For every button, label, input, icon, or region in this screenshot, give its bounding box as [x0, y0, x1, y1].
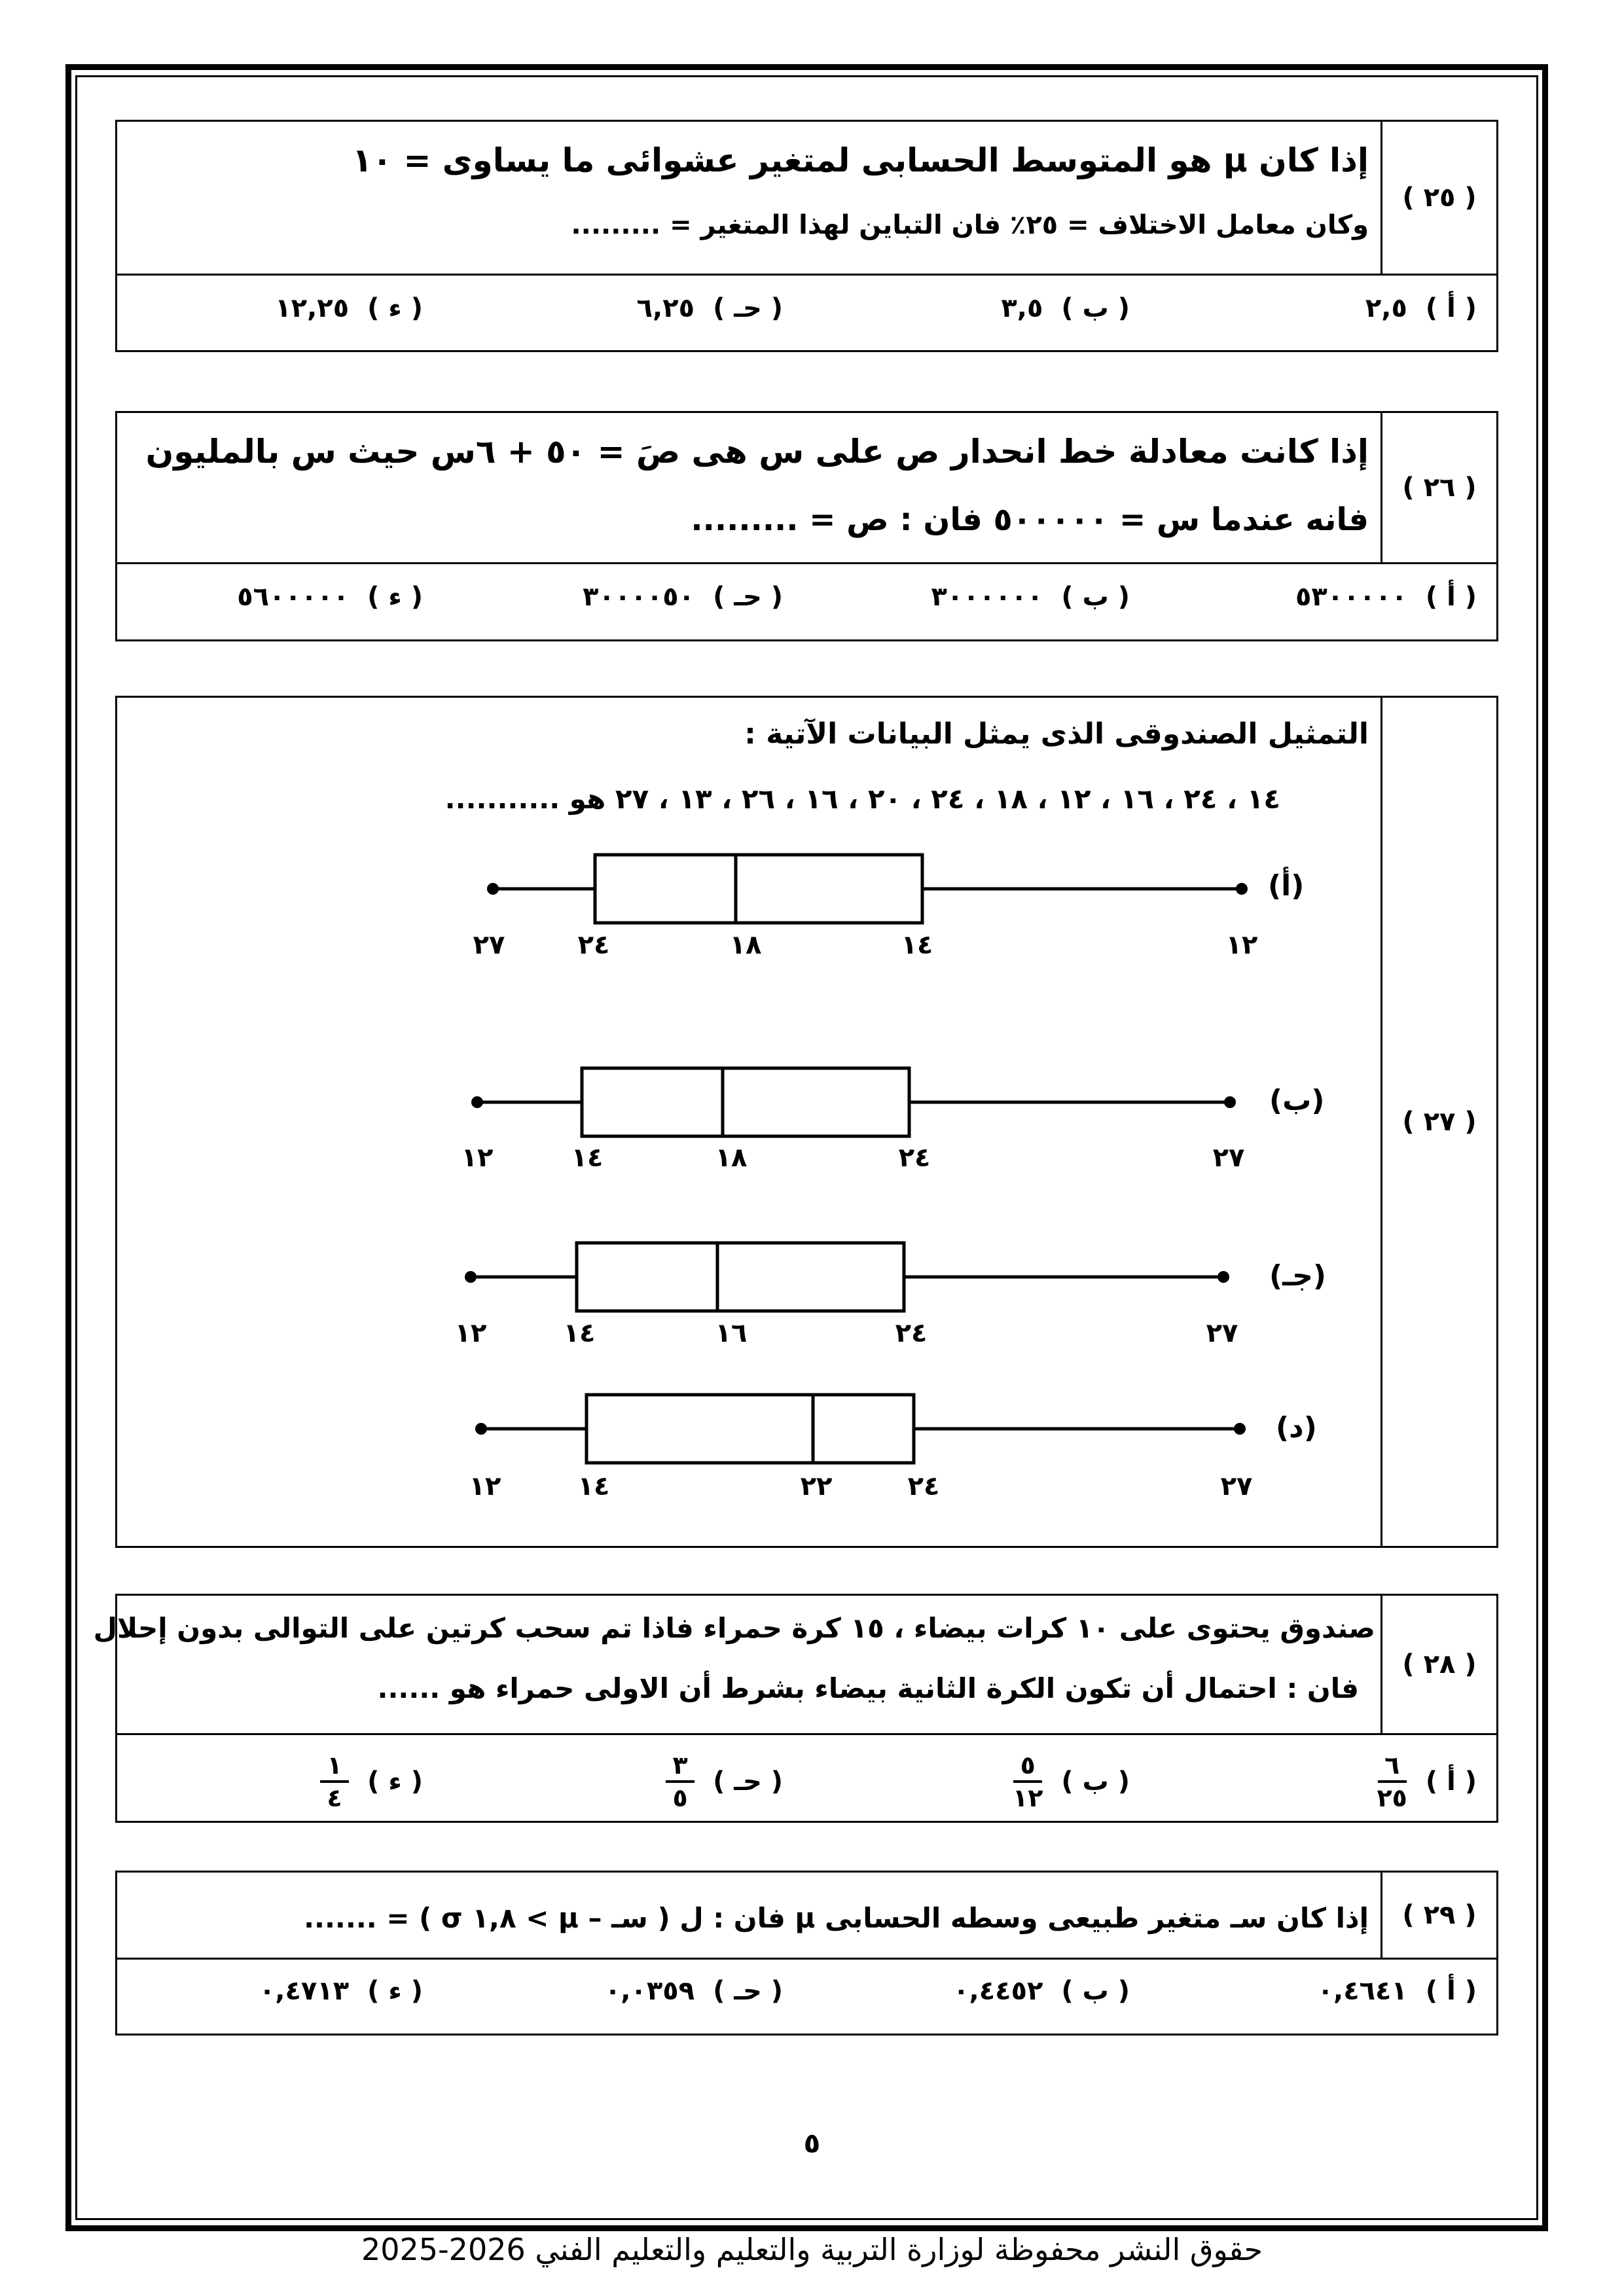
tick-max: ٢٧: [1212, 1143, 1245, 1173]
option-label: ( ب ): [1061, 582, 1130, 612]
option-label: ( أ ): [1425, 293, 1477, 323]
option-value: ٠,٤٦٤١: [1317, 1976, 1407, 2006]
option-value: ٣٠٠٠٠٥٠: [583, 582, 695, 612]
question-28: [93, 1594, 1498, 1823]
option-c[interactable]: [583, 582, 783, 612]
option-d[interactable]: [320, 1753, 423, 1810]
tick-q1: ١٤: [563, 1318, 596, 1348]
option-a[interactable]: [1318, 1976, 1477, 2006]
tick-q1: ١٤: [571, 1143, 604, 1173]
tick-q3: ٢٤: [895, 1318, 928, 1348]
box: [577, 1243, 904, 1311]
question-stem-line-2: فان : احتمال أن تكون الكرة الثانية بيضاء بشرط أن الاولى حمراء هو ......: [377, 1672, 1359, 1704]
option-value: ٣,٥: [1001, 293, 1043, 323]
tick-min: ١٢: [454, 1318, 487, 1348]
divider: [117, 562, 1496, 564]
whisker-endpoint: [487, 883, 499, 895]
question-number: ( ٢٦ ): [1380, 413, 1496, 562]
box-plot-label-d: (د): [1276, 1411, 1317, 1444]
question-stem-line-1: إذا كان سـ متغير طبيعى وسطه الحسابى µ فان : ل ( سـ – µ > ١,٨ σ ) = .......: [304, 1902, 1369, 1934]
question-stem-line-1: التمثيل الصندوقى الذى يمثل البيانات الآتية :: [744, 717, 1369, 751]
option-d[interactable]: [237, 582, 423, 612]
option-label: ( أ ): [1425, 1767, 1477, 1797]
numerator: ١: [327, 1751, 342, 1780]
option-value: ٠,٠٣٥٩: [604, 1976, 695, 2006]
whisker-endpoint: [1236, 883, 1248, 895]
question-27: [115, 696, 1498, 1548]
numerator: ٥: [1020, 1751, 1036, 1780]
question-number: ( ٢٩ ): [1380, 1873, 1496, 1958]
tick-max: ٢٧: [1220, 1471, 1253, 1501]
box: [582, 1068, 909, 1136]
option-value: ٠,٤٧١٣: [259, 1976, 350, 2006]
question-stem-line-1: صندوق يحتوى على ١٠ كرات بيضاء ، ١٥ كرة حمراء فاذا تم سحب كرتين على التوالى بدون إحلال: [93, 1612, 1375, 1644]
whisker-endpoint: [475, 1423, 487, 1435]
box: [586, 1395, 914, 1463]
option-label: ( أ ): [1425, 1976, 1477, 2006]
option-b[interactable]: [931, 582, 1130, 612]
copyright-footer: حقوق النشر محفوظة لوزارة التربية والتعليم والتعليم الفني 2026-2025: [361, 2232, 1263, 2267]
page-number: ٥: [803, 2127, 821, 2159]
option-label: ( ء ): [367, 582, 423, 612]
tick-median: ١٨: [729, 930, 762, 960]
divider: [117, 274, 1496, 276]
denominator: ٥: [672, 1784, 688, 1812]
option-label: ( أ ): [1425, 582, 1477, 612]
option-label: ( ب ): [1061, 1976, 1130, 2006]
question-stem-line-2: ١٤ ، ٢٤ ، ١٦ ، ١٢ ، ١٨ ، ٢٤ ، ٢٠ ، ١٦ ، ٢٦ ، ١٣ ، ٢٧ هو ...........: [444, 783, 1280, 815]
option-c[interactable]: [637, 293, 783, 323]
tick-median: ١٨: [715, 1143, 748, 1173]
box-plot-label-a: (أ): [1268, 869, 1305, 903]
numerator: ٦: [1384, 1751, 1400, 1780]
option-a[interactable]: [1377, 1753, 1477, 1810]
question-number: ( ٢٧ ): [1380, 698, 1496, 1546]
whisker-endpoint: [465, 1271, 477, 1283]
option-a[interactable]: [1365, 293, 1477, 323]
tick-min: ١٢: [1225, 930, 1258, 960]
option-b[interactable]: [1013, 1753, 1130, 1810]
tick-q1: ١٤: [901, 930, 933, 960]
whisker-endpoint: [1234, 1423, 1246, 1435]
tick-q3: ٢٤: [907, 1471, 940, 1501]
question-29: [115, 1871, 1498, 2036]
option-label: ( حـ ): [713, 1976, 783, 2006]
option-label: ( حـ ): [713, 582, 783, 612]
tick-median: ٢٢: [800, 1471, 833, 1501]
whisker-endpoint: [471, 1096, 483, 1108]
option-b[interactable]: [1001, 293, 1130, 323]
whisker-endpoint: [1218, 1271, 1229, 1283]
fraction: [1013, 1753, 1043, 1810]
option-c[interactable]: [666, 1753, 783, 1810]
option-label: ( حـ ): [713, 1767, 783, 1797]
question-25: [115, 120, 1498, 352]
box-plot-label-b: (ب): [1269, 1084, 1325, 1117]
question-stem-line-1: إذا كانت معادلة خط انحدار ص على س هى صَ = ٥٠ + ٦س حيث س بالمليون: [145, 433, 1369, 471]
option-value: ١٢,٢٥: [275, 293, 350, 323]
tick-max: ٢٧: [1206, 1318, 1238, 1348]
option-label: ( ب ): [1061, 1767, 1130, 1797]
tick-q3: ٢٤: [577, 930, 610, 960]
divider: [117, 1733, 1496, 1735]
option-c[interactable]: [605, 1976, 783, 2006]
divider: [117, 1958, 1496, 1960]
option-b[interactable]: [953, 1976, 1130, 2006]
option-value: ٥٦٠٠٠٠٠: [237, 582, 350, 612]
tick-min: ١٢: [461, 1143, 494, 1173]
denominator: ١٢: [1013, 1784, 1043, 1812]
option-d[interactable]: [259, 1976, 423, 2006]
fraction: [320, 1753, 349, 1810]
option-label: ( ء ): [367, 1976, 423, 2006]
tick-median: ١٦: [715, 1318, 748, 1348]
denominator: ٢٥: [1377, 1784, 1407, 1812]
option-value: ٠,٤٤٥٢: [953, 1976, 1043, 2006]
option-value: ٣٠٠٠٠٠٠: [931, 582, 1043, 612]
option-value: ٢,٥: [1365, 293, 1407, 323]
option-label: ( ء ): [367, 293, 423, 323]
numerator: ٣: [672, 1751, 688, 1780]
tick-q1: ١٤: [577, 1471, 610, 1501]
question-stem-line-2: وكان معامل الاختلاف = ٢٥٪ فان التباين لهذا المتغير = .........: [571, 210, 1369, 240]
question-26: [115, 411, 1498, 641]
tick-q3: ٢٤: [898, 1143, 931, 1173]
whisker-endpoint: [1224, 1096, 1236, 1108]
denominator: ٤: [327, 1784, 342, 1812]
option-value: ٥٣٠٠٠٠٠: [1295, 582, 1407, 612]
question-number: ( ٢٥ ): [1380, 122, 1496, 274]
option-d[interactable]: [275, 293, 423, 323]
box-plot-label-c: (جـ): [1269, 1259, 1326, 1293]
tick-min: ١٢: [469, 1471, 501, 1501]
box: [595, 855, 922, 923]
question-stem-line-1: إذا كان µ هو المتوسط الحسابى لمتغير عشوائى ما يساوى = ١٠: [352, 141, 1369, 179]
option-label: ( ب ): [1061, 293, 1130, 323]
question-number: ( ٢٨ ): [1380, 1596, 1496, 1733]
option-label: ( ء ): [367, 1767, 423, 1797]
option-label: ( حـ ): [713, 293, 783, 323]
fraction: [1377, 1753, 1407, 1810]
question-stem-line-2: فانه عندما س = ٥٠٠٠٠٠ فان : ص = .........: [691, 501, 1369, 538]
tick-max: ٢٧: [473, 930, 505, 960]
option-a[interactable]: [1295, 582, 1477, 612]
fraction: [666, 1753, 695, 1810]
option-value: ٦,٢٥: [636, 293, 695, 323]
